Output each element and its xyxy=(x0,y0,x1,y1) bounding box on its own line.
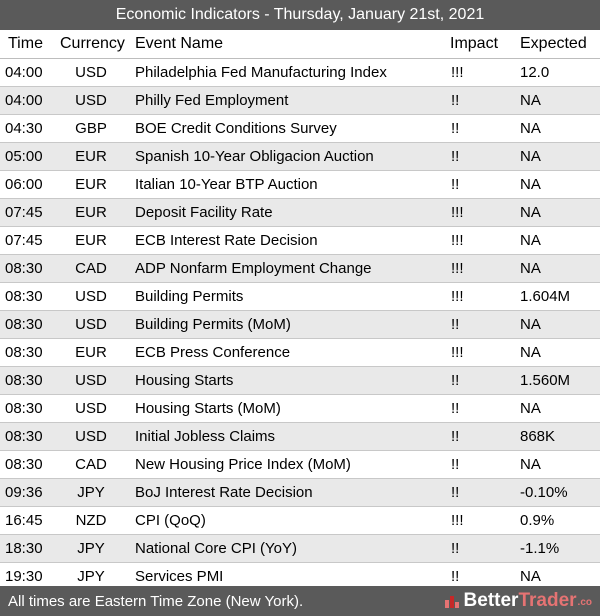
column-header-event: Event Name xyxy=(135,35,224,52)
table-row xyxy=(0,59,600,87)
cell-event-name: CPI (QoQ) xyxy=(135,512,206,529)
cell-currency: EUR xyxy=(75,344,107,361)
cell-currency: USD xyxy=(75,372,107,389)
cell-currency: CAD xyxy=(75,456,107,473)
cell-currency: EUR xyxy=(75,204,107,221)
table-row xyxy=(0,283,600,311)
cell-impact: !!! xyxy=(451,64,464,81)
cell-currency: USD xyxy=(75,64,107,81)
cell-impact: !! xyxy=(451,400,460,417)
cell-event-name: Philly Fed Employment xyxy=(135,92,289,109)
cell-expected: NA xyxy=(520,232,541,249)
table-row xyxy=(0,199,600,227)
cell-event-name: Deposit Facility Rate xyxy=(135,204,273,221)
cell-currency: USD xyxy=(75,316,107,333)
cell-event-name: Italian 10-Year BTP Auction xyxy=(135,176,318,193)
cell-currency: GBP xyxy=(75,120,107,137)
cell-expected: NA xyxy=(520,344,541,361)
table-row xyxy=(0,339,600,367)
cell-event-name: Initial Jobless Claims xyxy=(135,428,276,445)
cell-impact: !! xyxy=(451,176,460,193)
table-row xyxy=(0,507,600,535)
cell-impact: !! xyxy=(451,568,460,585)
cell-event-name: BoJ Interest Rate Decision xyxy=(135,484,313,501)
table-row xyxy=(0,227,600,255)
cell-time: 08:30 xyxy=(5,456,43,473)
cell-time: 04:00 xyxy=(5,64,43,81)
table-header xyxy=(0,30,600,59)
table-row xyxy=(0,535,600,563)
cell-impact: !! xyxy=(451,372,460,389)
cell-time: 05:00 xyxy=(5,148,43,165)
table-body xyxy=(0,59,600,591)
cell-currency: EUR xyxy=(75,232,107,249)
cell-event-name: Building Permits (MoM) xyxy=(135,316,291,333)
brand-logo xyxy=(444,590,592,612)
footer xyxy=(0,586,600,616)
column-header-currency: Currency xyxy=(60,35,125,52)
cell-expected: NA xyxy=(520,456,541,473)
cell-impact: !! xyxy=(451,456,460,473)
cell-currency: EUR xyxy=(75,176,107,193)
cell-expected: -1.1% xyxy=(520,540,560,557)
brand-name-part1: Better xyxy=(463,590,519,611)
cell-impact: !! xyxy=(451,484,460,501)
cell-expected: NA xyxy=(520,120,541,137)
cell-expected: 12.0 xyxy=(520,64,550,81)
cell-currency: NZD xyxy=(75,512,107,529)
cell-time: 04:00 xyxy=(5,92,43,109)
cell-time: 08:30 xyxy=(5,260,43,277)
cell-impact: !! xyxy=(451,120,460,137)
cell-impact: !! xyxy=(451,540,460,557)
cell-impact: !!! xyxy=(451,204,464,221)
cell-currency: JPY xyxy=(77,540,105,557)
column-header-impact: Impact xyxy=(450,35,499,52)
cell-impact: !!! xyxy=(451,260,464,277)
column-header-expected: Expected xyxy=(520,35,587,52)
cell-time: 07:45 xyxy=(5,204,43,221)
cell-time: 07:45 xyxy=(5,232,43,249)
cell-time: 09:36 xyxy=(5,484,43,501)
table-row xyxy=(0,143,600,171)
cell-impact: !!! xyxy=(451,512,464,529)
cell-impact: !! xyxy=(451,428,460,445)
table-row xyxy=(0,255,600,283)
cell-impact: !!! xyxy=(451,288,464,305)
cell-event-name: ECB Press Conference xyxy=(135,344,291,361)
cell-currency: JPY xyxy=(77,568,105,585)
cell-expected: NA xyxy=(520,176,541,193)
cell-time: 08:30 xyxy=(5,372,43,389)
cell-time: 08:30 xyxy=(5,428,43,445)
cell-expected: 0.9% xyxy=(520,512,555,529)
cell-expected: NA xyxy=(520,400,541,417)
cell-event-name: Housing Starts xyxy=(135,372,234,389)
cell-time: 19:30 xyxy=(5,568,43,585)
cell-event-name: Services PMI xyxy=(135,568,224,585)
cell-expected: 868K xyxy=(520,428,556,445)
table-row xyxy=(0,367,600,395)
cell-time: 08:30 xyxy=(5,316,43,333)
cell-event-name: Housing Starts (MoM) xyxy=(135,400,281,417)
cell-currency: USD xyxy=(75,428,107,445)
cell-time: 06:00 xyxy=(5,176,43,193)
cell-currency: USD xyxy=(75,400,107,417)
cell-expected: NA xyxy=(520,204,541,221)
table-row xyxy=(0,311,600,339)
cell-currency: USD xyxy=(75,92,107,109)
column-header-time: Time xyxy=(8,35,43,52)
cell-expected: NA xyxy=(520,568,541,585)
cell-currency: JPY xyxy=(77,484,105,501)
cell-event-name: Building Permits xyxy=(135,288,244,305)
cell-impact: !!! xyxy=(451,232,464,249)
cell-expected: -0.10% xyxy=(520,484,568,501)
cell-impact: !! xyxy=(451,148,460,165)
brand-name-part2: Trader xyxy=(518,590,577,611)
table-row xyxy=(0,395,600,423)
cell-event-name: Philadelphia Fed Manufacturing Index xyxy=(135,64,387,81)
cell-currency: USD xyxy=(75,288,107,305)
cell-time: 16:45 xyxy=(5,512,43,529)
cell-event-name: Spanish 10-Year Obligacion Auction xyxy=(135,148,374,165)
cell-time: 18:30 xyxy=(5,540,43,557)
cell-expected: 1.560M xyxy=(520,372,571,389)
table-row xyxy=(0,115,600,143)
table-row xyxy=(0,87,600,115)
table-row xyxy=(0,451,600,479)
cell-impact: !!! xyxy=(451,344,464,361)
cell-currency: CAD xyxy=(75,260,107,277)
cell-time: 08:30 xyxy=(5,344,43,361)
bar-chart-icon xyxy=(444,593,460,609)
cell-impact: !! xyxy=(451,316,460,333)
cell-event-name: New Housing Price Index (MoM) xyxy=(135,456,351,473)
brand-suffix: .co xyxy=(577,597,592,608)
table-row xyxy=(0,479,600,507)
cell-impact: !! xyxy=(451,92,460,109)
cell-currency: EUR xyxy=(75,148,107,165)
cell-time: 08:30 xyxy=(5,400,43,417)
cell-expected: NA xyxy=(520,148,541,165)
cell-expected: NA xyxy=(520,316,541,333)
cell-event-name: ECB Interest Rate Decision xyxy=(135,232,318,249)
cell-expected: 1.604M xyxy=(520,288,571,305)
cell-event-name: ADP Nonfarm Employment Change xyxy=(135,260,372,277)
cell-time: 08:30 xyxy=(5,288,43,305)
cell-expected: NA xyxy=(520,260,541,277)
page-title: Economic Indicators - Thursday, January 21st, 2021 xyxy=(0,0,600,30)
cell-expected: NA xyxy=(520,92,541,109)
cell-time: 04:30 xyxy=(5,120,43,137)
table-row xyxy=(0,423,600,451)
cell-event-name: National Core CPI (YoY) xyxy=(135,540,298,557)
cell-event-name: BOE Credit Conditions Survey xyxy=(135,120,337,137)
timezone-note: All times are Eastern Time Zone (New York). xyxy=(8,592,304,610)
table-row xyxy=(0,171,600,199)
